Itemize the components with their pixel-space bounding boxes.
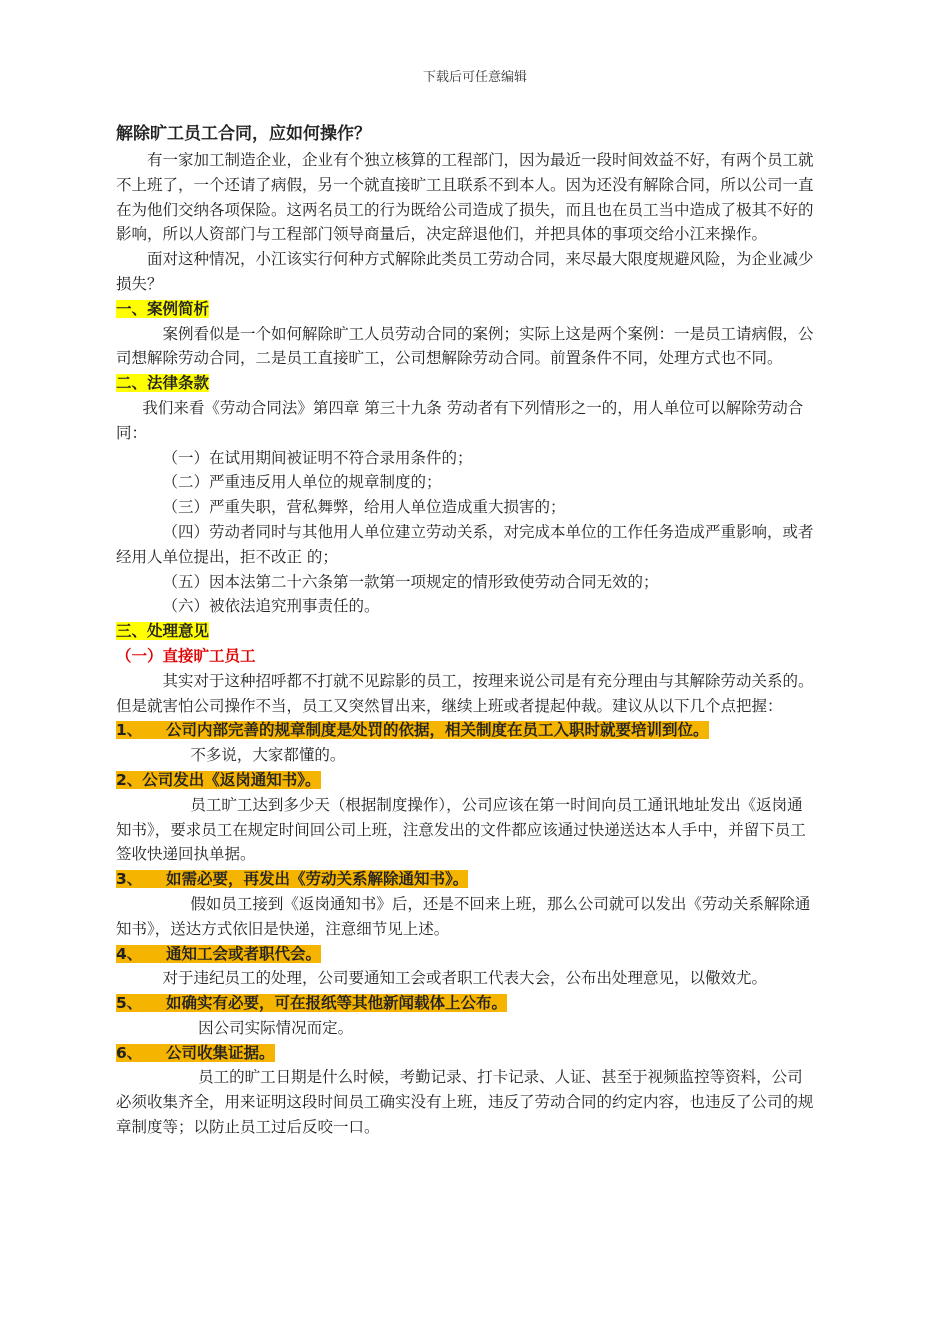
step-3-heading: 3、 如需必要，再发出《劳动关系解除通知书》。 — [116, 870, 469, 889]
section-2-body: 我们来看《劳动合同法》第四章 第三十九条 劳动者有下列情形之一的，用人单位可以解除劳动合同： — [116, 398, 804, 442]
document-body — [116, 120, 816, 1140]
step-4-body: 对于违纪员工的处理，公司要通知工会或者职工代表大会，公布出处理意见，以儆效尤。 — [162, 969, 768, 988]
step-2-heading: 2、公司发出《返岗通知书》。 — [116, 770, 321, 789]
section-2-heading: 二、法律条款 — [116, 374, 210, 393]
step-6-heading: 6、 公司收集证据。 — [116, 1043, 275, 1062]
law-item-6: （六）被依法追究刑事责任的。 — [162, 597, 380, 616]
step-1-heading: 1、 公司内部完善的规章制度是处罚的依据，相关制度在员工入职时就要培训到位。 — [116, 721, 709, 740]
law-item-4: （四）劳动者同时与其他用人单位建立劳动关系，对完成本单位的工作任务造成严重影响，或者经用人单位提出，拒不改正 的； — [116, 522, 814, 566]
section-1-body: 案例看似是一个如何解除旷工人员劳动合同的案例；实际上这是两个案例：一是员工请病假，公司想解除劳动合同，二是员工直接旷工，公司想解除劳动合同。前置条件不同，处理方式也不同。 — [116, 324, 814, 368]
step-2-body: 员工旷工达到多少天（根据制度操作），公司应该在第一时间向员工通讯地址发出《返岗通知书》，要求员工在规定时间回公司上班，注意发出的文件都应该通过快递送达本人手中，并留下员工签收快递回执单据。 — [116, 795, 806, 864]
intro-paragraph-1: 有一家加工制造企业，企业有个独立核算的工程部门，因为最近一段时间效益不好，有两个员工就不上班了，一个还请了病假，另一个就直接旷工且联系不到本人。因为还没有解除合同，所以公司一直在为他们交纳各项保险。这两名员工的行为既给公司造成了损失，而且也在员工当中造成了极其不好的影响，所以人资部门与工程部门领导商量后，决定辞退他们，并把具体的事项交给小江来操作。 — [116, 151, 814, 244]
section-1-heading: 一、案例简析 — [116, 299, 210, 318]
step-6-body: 员工的旷工日期是什么时候，考勤记录、打卡记录、人证、甚至于视频监控等资料，公司必须收集齐全，用来证明这段时间员工确实没有上班，违反了劳动合同的约定内容，也违反了公司的规章制度等；以防止员工过后反咬一口。 — [116, 1068, 814, 1137]
intro-paragraph-2: 面对这种情况，小江该实行何种方式解除此类员工劳动合同，来尽最大限度规避风险，为企业减少损失？ — [116, 250, 814, 293]
step-1-body: 不多说，大家都懂的。 — [190, 746, 346, 765]
law-item-2: （二）严重违反用人单位的规章制度的； — [162, 473, 442, 492]
law-item-1: （一）在试用期间被证明不符合录用条件的； — [162, 448, 473, 467]
step-3-body: 假如员工接到《返岗通知书》后，还是不回来上班，那么公司就可以发出《劳动关系解除通知书》，送达方式依旧是快递，注意细节见上述。 — [116, 894, 811, 938]
subsection-heading: （一）直接旷工员工 — [116, 646, 256, 665]
step-5-heading: 5、 如确实有必要，可在报纸等其他新闻载体上公布。 — [116, 994, 508, 1013]
page-header: 下载后可任意编辑 — [422, 70, 527, 85]
document-title: 解除旷工员工合同，应如何操作？ — [116, 124, 371, 144]
law-item-3: （三）严重失职，营私舞弊，给用人单位造成重大损害的； — [162, 498, 566, 517]
step-4-heading: 4、 通知工会或者职代会。 — [116, 944, 322, 963]
subsection-body: 其实对于这种招呼都不打就不见踪影的员工，按理来说公司是有充分理由与其解除劳动关系的。但是就害怕公司操作不当，员工又突然冒出来，继续上班或者提起仲裁。建议从以下几个点把握： — [116, 671, 814, 715]
step-5-body: 因公司实际情况而定。 — [198, 1018, 354, 1037]
section-3-heading: 三、处理意见 — [116, 622, 210, 641]
law-item-5: （五）因本法第二十六条第一款第一项规定的情形致使劳动合同无效的； — [162, 572, 659, 591]
